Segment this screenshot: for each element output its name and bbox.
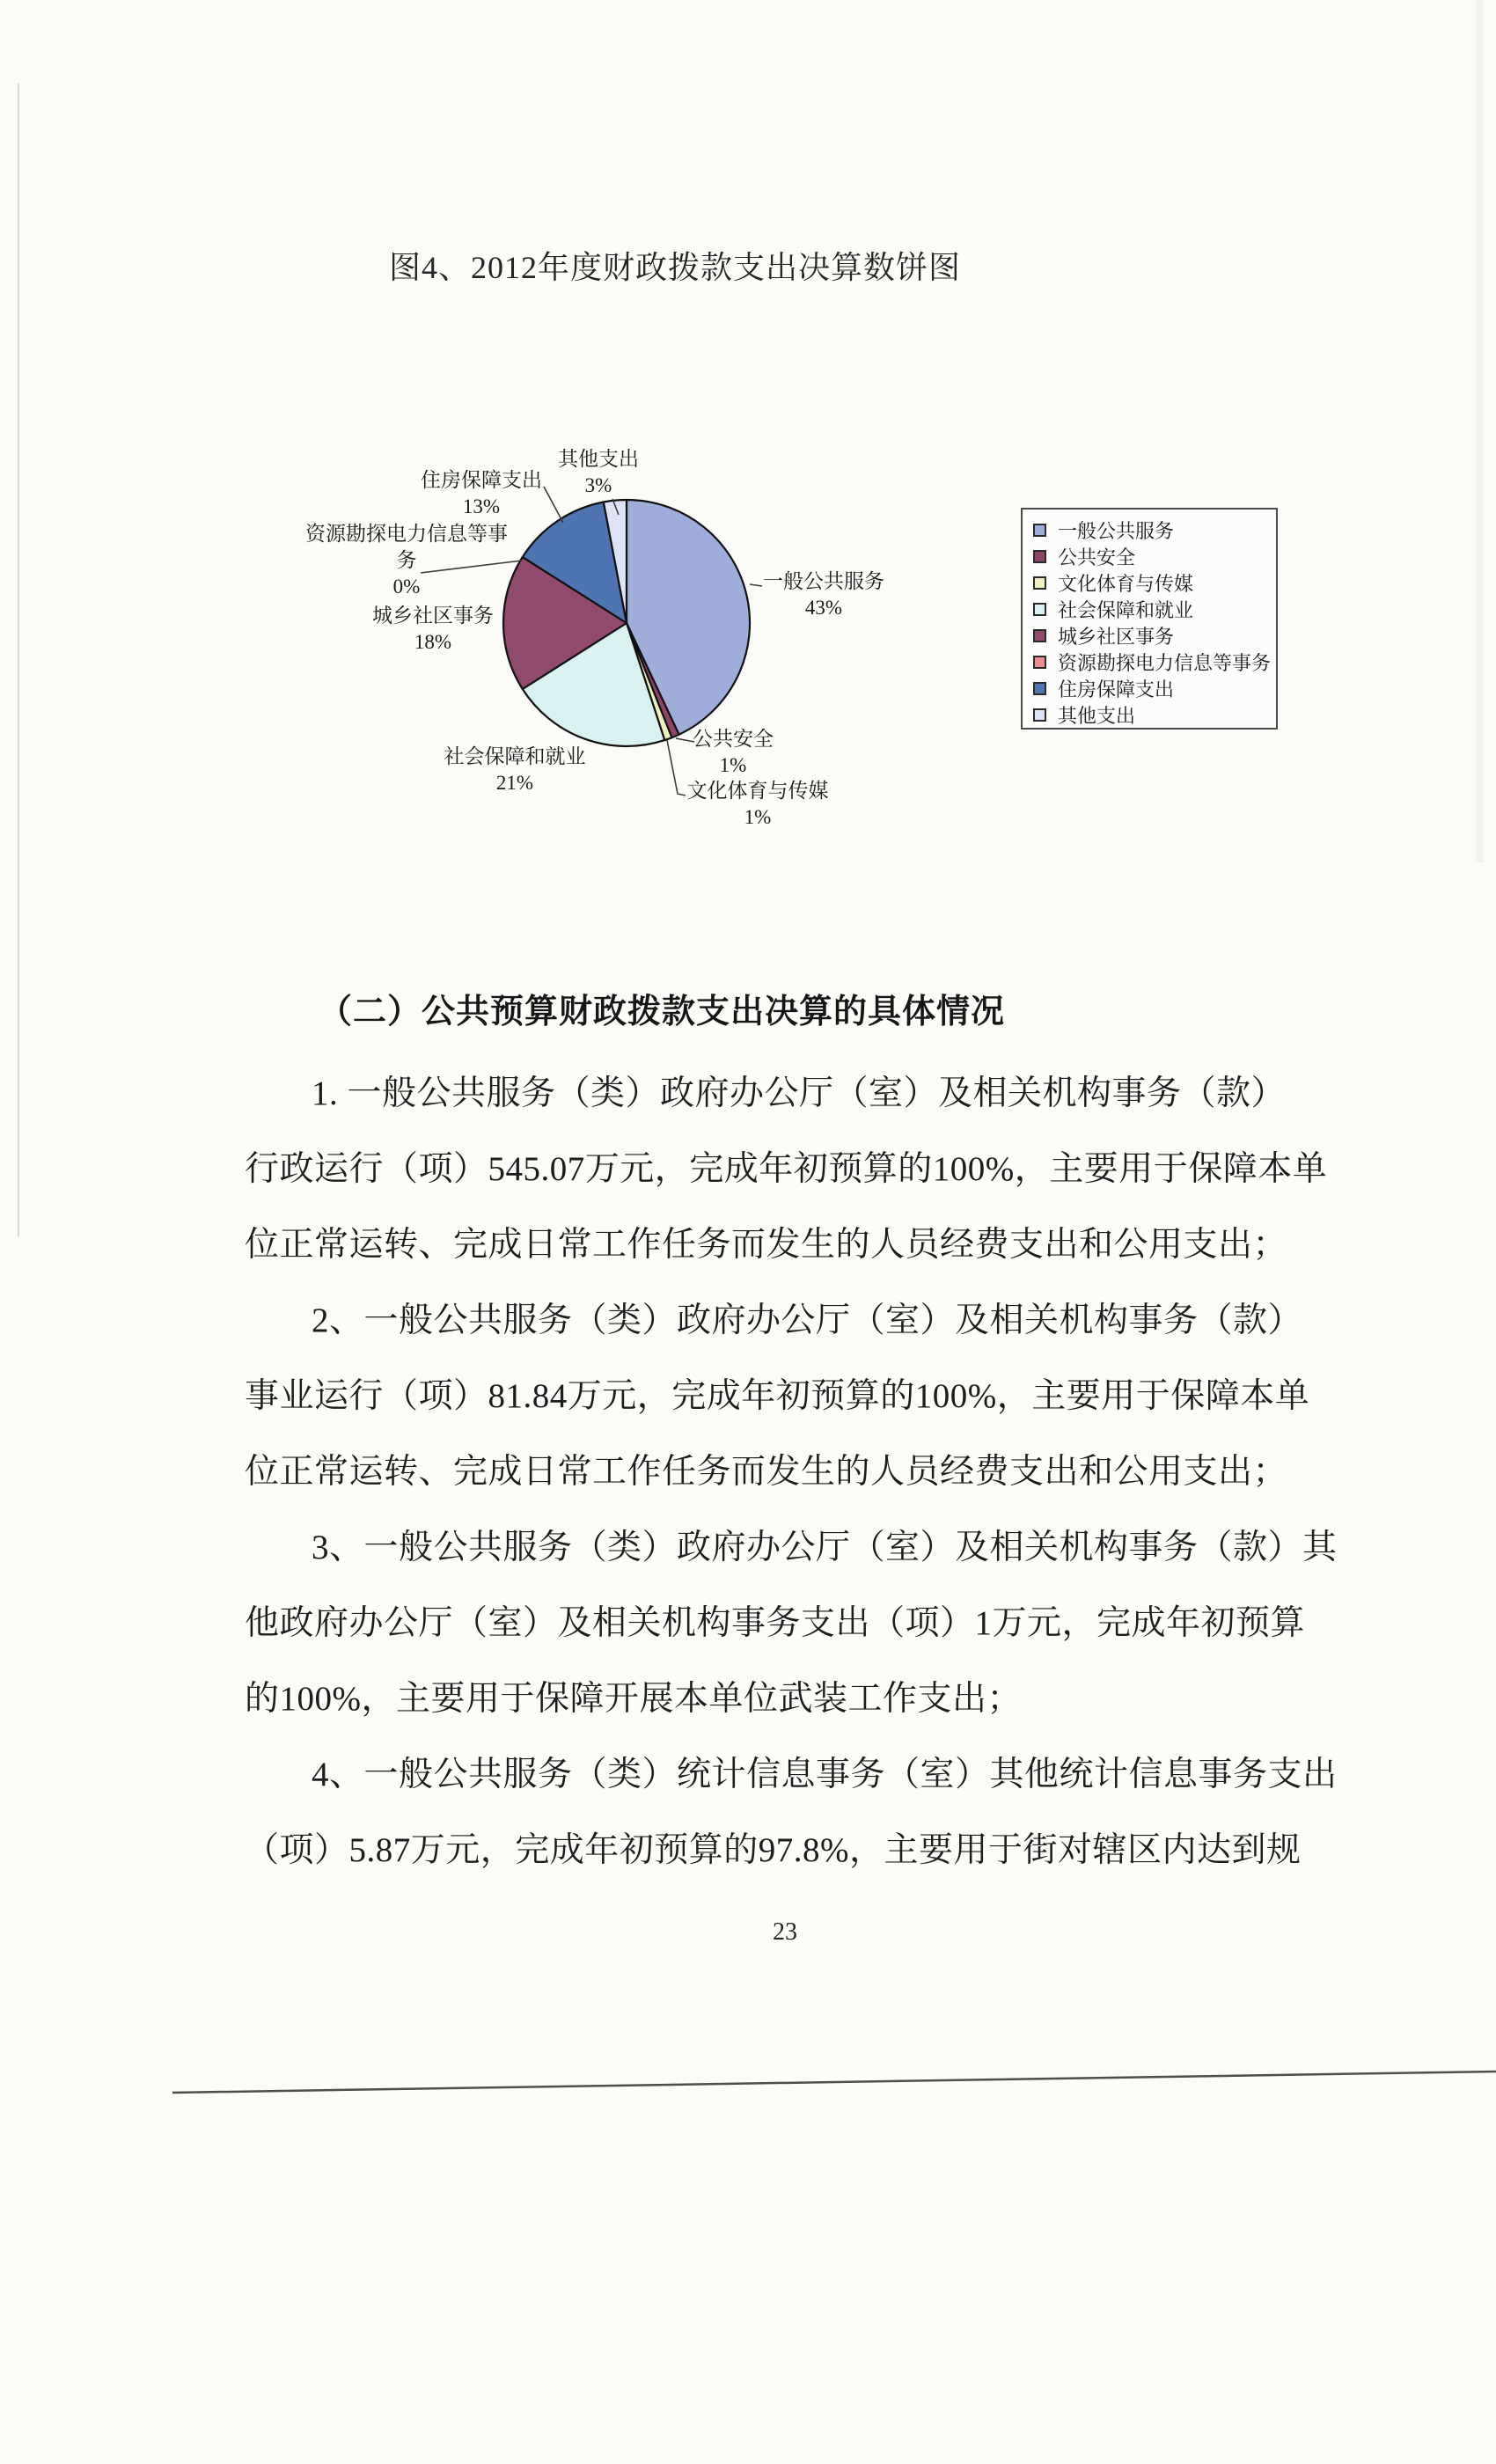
chart-legend bbox=[1021, 508, 1278, 730]
body-line: 的100%，主要用于保障开展本单位武装工作支出； bbox=[245, 1680, 1022, 1718]
body-line: 位正常运转、完成日常工作任务而发生的人员经费支出和公用支出； bbox=[245, 1226, 1288, 1264]
pie-label-line: 18% bbox=[414, 631, 452, 653]
body-line: 3、一般公共服务（类）政府办公厅（室）及相关机构事务（款）其 bbox=[312, 1529, 1338, 1566]
pie-label-line: 43% bbox=[804, 597, 843, 619]
legend-swatch-icon bbox=[1033, 550, 1046, 563]
body-line: 他政府办公厅（室）及相关机构事务支出（项）1万元，完成年初预算 bbox=[245, 1604, 1306, 1642]
leader-line bbox=[544, 487, 563, 523]
pie-label-line: 住房保障支出 bbox=[421, 469, 542, 491]
legend-item bbox=[1033, 596, 1276, 622]
legend-swatch-icon bbox=[1033, 656, 1046, 669]
legend-item bbox=[1033, 543, 1276, 569]
legend-label: 住房保障支出 bbox=[1058, 678, 1175, 700]
legend-swatch-icon bbox=[1033, 524, 1046, 537]
body-text bbox=[245, 1052, 1338, 1885]
pie-label-line: 一般公共服务 bbox=[763, 570, 884, 592]
pie-label-line: 其他支出 bbox=[558, 448, 639, 470]
pie-label-line: 公共安全 bbox=[693, 728, 774, 750]
figure-title: 图4、2012年度财政拨款支出决算数饼图 bbox=[388, 250, 961, 285]
section-heading: （二）公共预算财政拨款支出决算的具体情况 bbox=[319, 994, 1006, 1030]
body-line: 行政运行（项）545.07万元，完成年初预算的100%，主要用于保障本单 bbox=[245, 1150, 1328, 1188]
body-line: （项）5.87万元，完成年初预算的97.8%，主要用于街对辖区内达到规 bbox=[245, 1831, 1302, 1869]
legend-item bbox=[1033, 701, 1276, 728]
legend-label: 一般公共服务 bbox=[1058, 519, 1175, 542]
pie-label-line: 资源勘探电力信息等事 bbox=[305, 523, 508, 545]
leader-line bbox=[750, 584, 762, 586]
legend-item bbox=[1033, 622, 1276, 649]
legend-item bbox=[1033, 517, 1276, 543]
legend-item bbox=[1033, 649, 1276, 675]
scan-page-bottom-edge-line bbox=[172, 2072, 1496, 2093]
legend-swatch-icon bbox=[1033, 629, 1046, 642]
pie-label-line: 文化体育与传媒 bbox=[686, 780, 829, 802]
pie-label-line: 社会保障和就业 bbox=[444, 745, 586, 767]
legend-label: 资源勘探电力信息等事务 bbox=[1058, 651, 1272, 674]
legend-swatch-icon bbox=[1033, 682, 1046, 695]
legend-item bbox=[1033, 675, 1276, 701]
page-number: 23 bbox=[773, 1918, 797, 1946]
pie-chart bbox=[0, 0, 1496, 880]
pie-label-line: 13% bbox=[462, 495, 501, 517]
body-line: 位正常运转、完成日常工作任务而发生的人员经费支出和公用支出； bbox=[245, 1453, 1288, 1491]
legend-swatch-icon bbox=[1033, 603, 1046, 616]
legend-label: 文化体育与传媒 bbox=[1058, 572, 1194, 595]
pie-label-line: 3% bbox=[584, 474, 612, 496]
pie-label-line: 21% bbox=[495, 772, 534, 794]
body-line: 事业运行（项）81.84万元，完成年初预算的100%，主要用于保障本单 bbox=[245, 1377, 1310, 1415]
legend-label: 社会保障和就业 bbox=[1058, 598, 1194, 621]
pie-label-line: 城乡社区事务 bbox=[372, 605, 494, 627]
legend-item bbox=[1033, 569, 1276, 596]
legend-label: 城乡社区事务 bbox=[1058, 625, 1175, 648]
legend-label: 其他支出 bbox=[1058, 704, 1136, 727]
body-line: 2、一般公共服务（类）政府办公厅（室）及相关机构事务（款） bbox=[312, 1302, 1303, 1339]
pie-label-line: 1% bbox=[744, 806, 772, 828]
legend-label: 公共安全 bbox=[1058, 546, 1136, 568]
leader-line bbox=[667, 740, 686, 796]
legend-swatch-icon bbox=[1033, 576, 1046, 590]
body-line: 1. 一般公共服务（类）政府办公厅（室）及相关机构事务（款） bbox=[312, 1074, 1287, 1112]
pie-label-line: 1% bbox=[719, 754, 747, 776]
pie-label-line: 0% bbox=[392, 576, 421, 598]
body-line: 4、一般公共服务（类）统计信息事务（室）其他统计信息事务支出 bbox=[312, 1756, 1338, 1793]
leader-line bbox=[676, 738, 694, 742]
leader-line bbox=[421, 561, 522, 573]
pie-label-line: 务 bbox=[396, 549, 417, 571]
legend-swatch-icon bbox=[1033, 708, 1046, 722]
legend-list bbox=[1033, 517, 1276, 728]
